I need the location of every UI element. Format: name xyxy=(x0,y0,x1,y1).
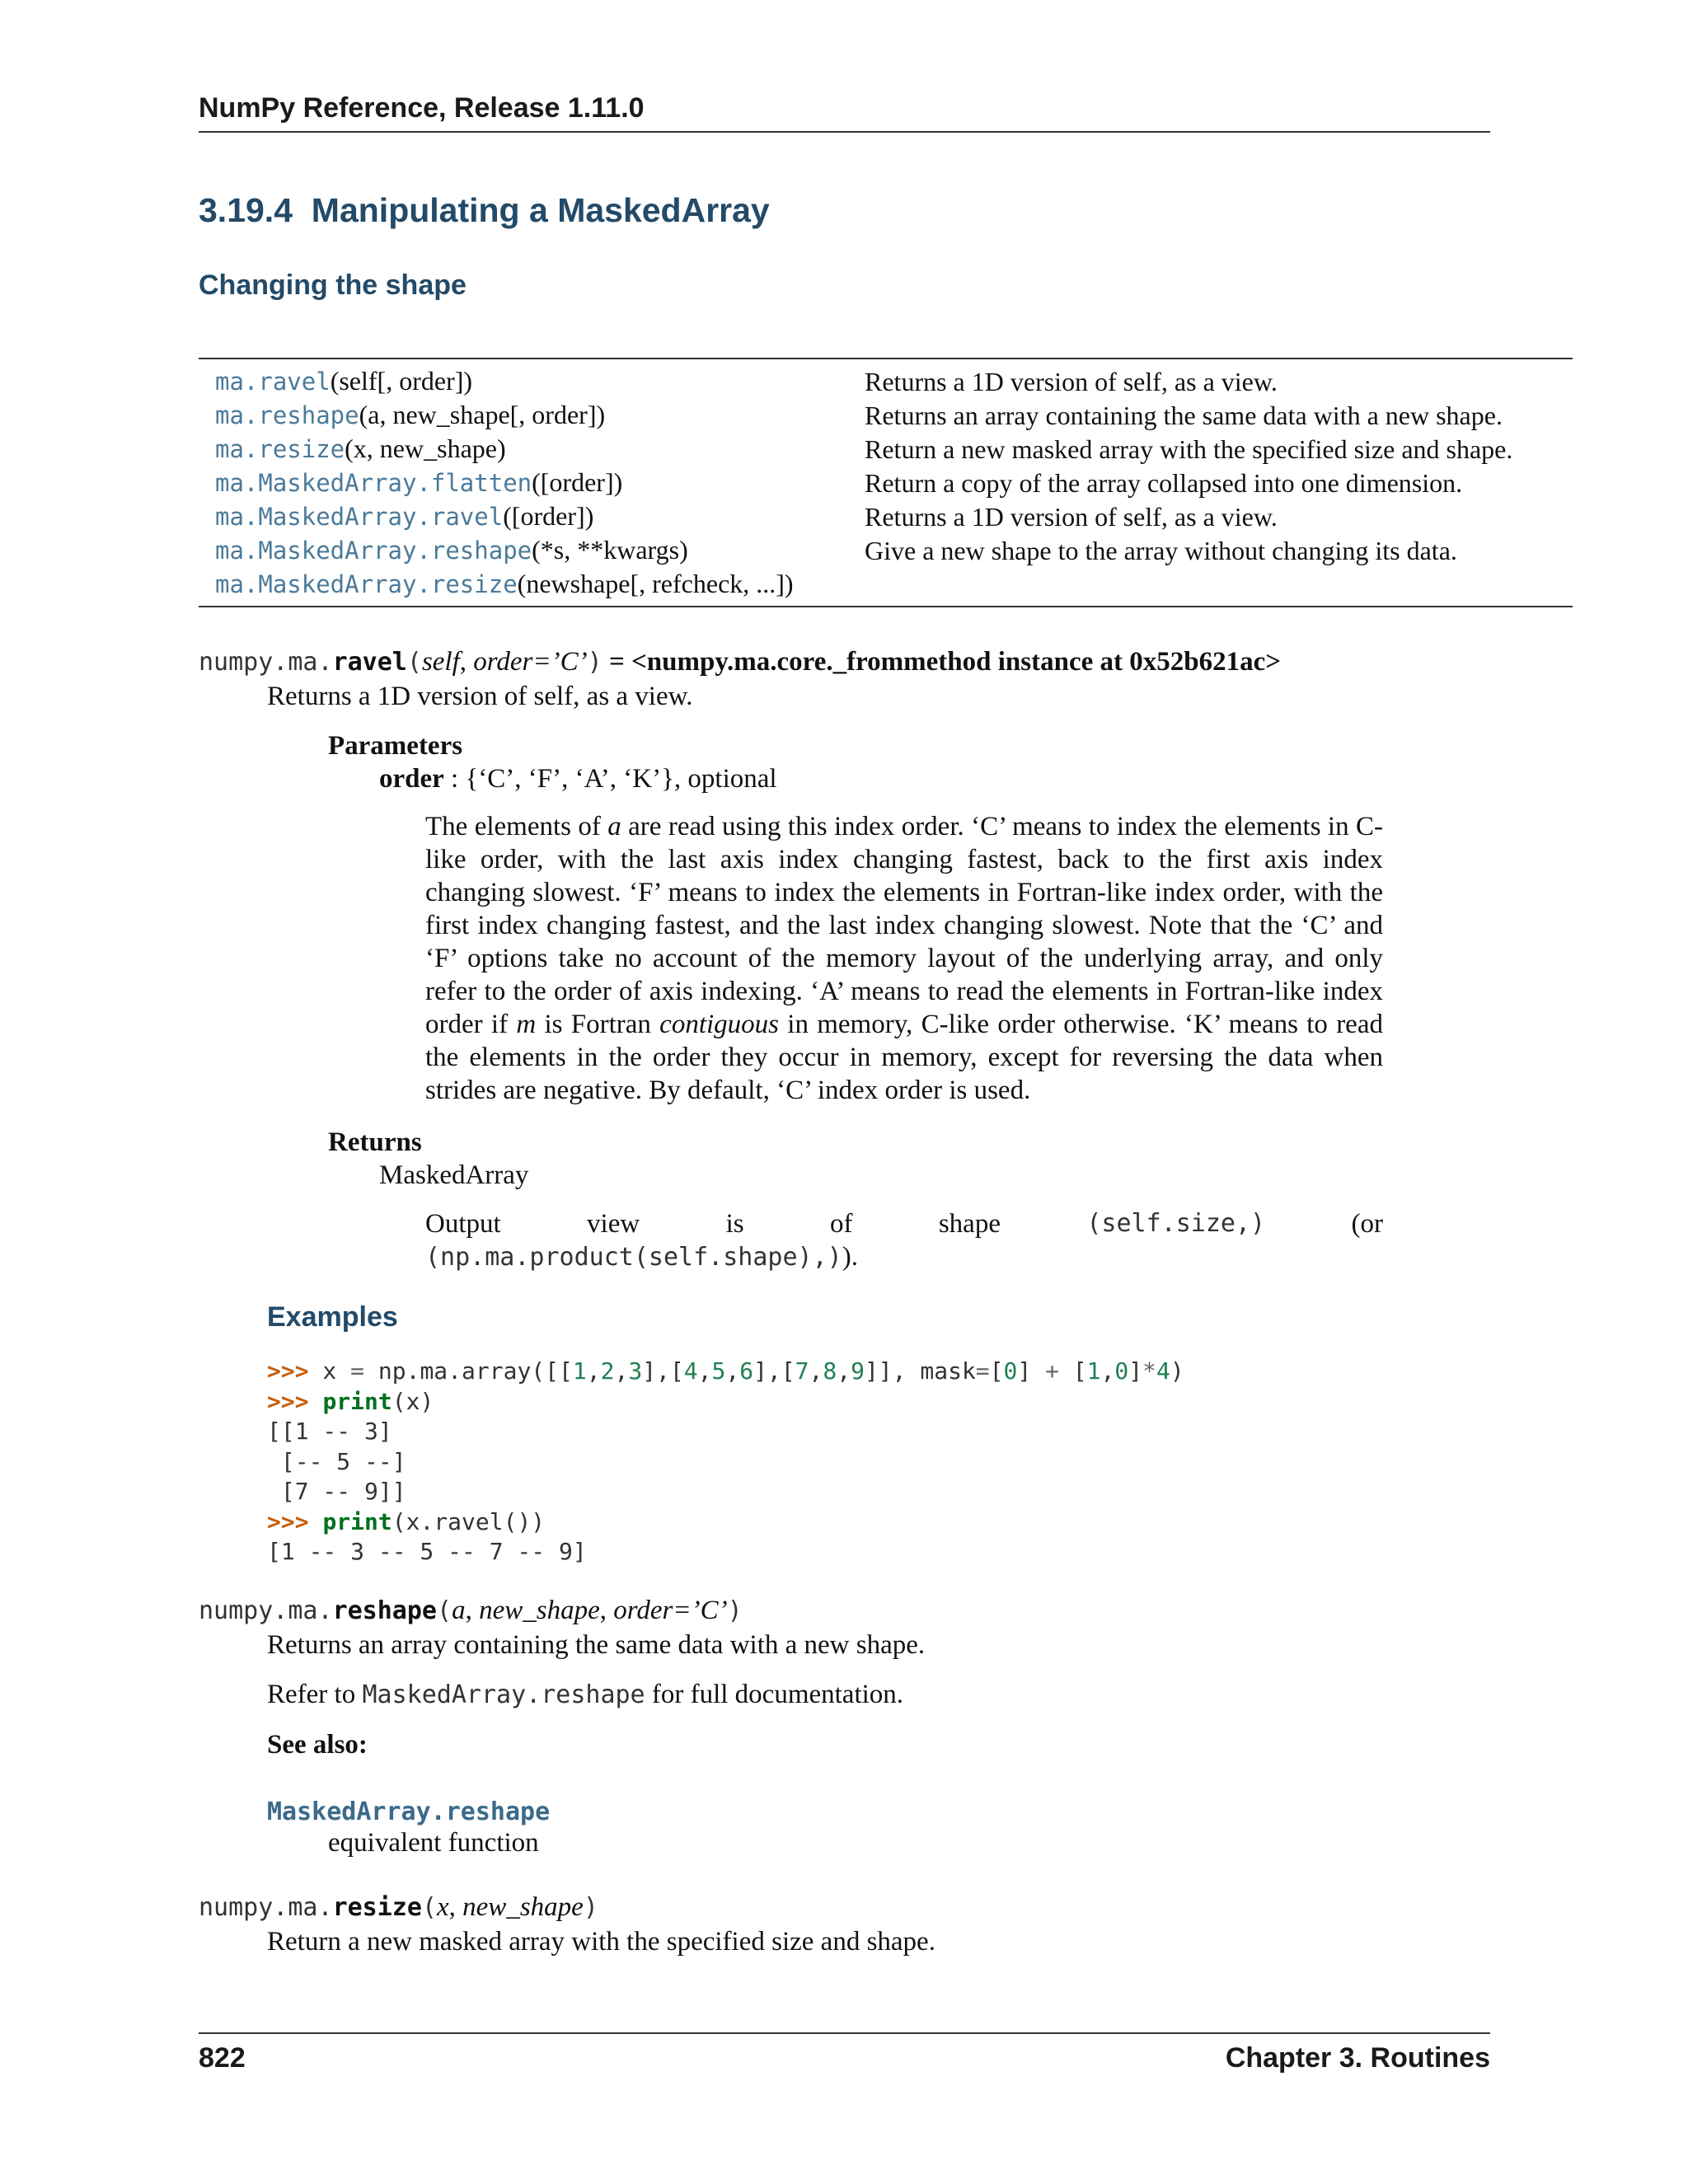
subsection-title: Changing the shape xyxy=(199,269,467,301)
example-code-block xyxy=(267,1357,1184,1568)
summary-table xyxy=(199,358,1573,607)
summary-function-args: (*s, **kwargs) xyxy=(532,535,688,565)
examples-heading: Examples xyxy=(267,1301,398,1333)
ravel-parameters-heading: Parameters xyxy=(328,731,463,761)
ravel-param-order-name: order xyxy=(379,764,444,794)
summary-function-args: (newshape[, refcheck, ...]) xyxy=(517,569,794,598)
page-footer xyxy=(199,2032,1490,2074)
reshape-name[interactable]: reshape xyxy=(332,1596,437,1625)
summary-description: Return a new masked array with the specified size and shape. xyxy=(865,434,1513,464)
summary-row xyxy=(199,533,1573,567)
see-also-link[interactable]: MaskedArray.reshape xyxy=(267,1797,551,1826)
code-output: [1 -- 3 -- 5 -- 7 -- 9] xyxy=(267,1538,587,1565)
summary-row xyxy=(199,398,1573,432)
resize-summary: Return a new masked array with the specified size and shape. xyxy=(267,1927,935,1957)
summary-function-args: ([order]) xyxy=(503,501,594,531)
code-output: [[1 -- 3] xyxy=(267,1418,392,1445)
header-rule xyxy=(199,131,1490,133)
running-title: NumPy Reference, Release 1.11.0 xyxy=(199,92,645,124)
summary-function-args: (self[, order]) xyxy=(330,366,473,396)
chapter-label: Chapter 3. Routines xyxy=(1225,2042,1490,2074)
reshape-signature: numpy.ma.reshape(a, new_shape, order=’C’) xyxy=(199,1596,743,1625)
section-title-text: Manipulating a MaskedArray xyxy=(311,191,770,229)
summary-function-link[interactable]: ma.resize xyxy=(215,435,345,463)
footer-rule xyxy=(199,2032,1490,2034)
code-line: >>> print(x.ravel()) xyxy=(267,1507,546,1535)
ravel-param-order-type: : {‘C’, ‘F’, ‘A’, ‘K’}, optional xyxy=(443,764,777,794)
summary-function-args: (a, new_shape[, order]) xyxy=(359,400,606,429)
summary-row xyxy=(199,466,1573,499)
code-output: [7 -- 9]] xyxy=(267,1478,406,1505)
code-line: >>> x = np.ma.array([[1,2,3],[4,5,6],[7,8,9]], mask=[0] + [1,0]*4) xyxy=(267,1357,1184,1385)
reshape-refer: Refer to MaskedArray.reshape for full documentation. xyxy=(267,1680,904,1709)
summary-function-cell xyxy=(199,533,865,567)
ravel-returns-heading: Returns xyxy=(328,1127,422,1157)
resize-signature: numpy.ma.resize(x, new_shape) xyxy=(199,1892,598,1922)
summary-description: Returns a 1D version of self, as a view. xyxy=(865,366,1278,396)
ravel-prefix: numpy.ma. xyxy=(199,648,333,677)
reshape-summary: Returns an array containing the same data with a new shape. xyxy=(267,1630,926,1660)
ravel-summary: Returns a 1D version of self, as a view. xyxy=(267,682,693,711)
ravel-order-description: The elements of a are read using this index order. ‘C’ means to index the elements in C-like order, with the last axis index changing fastest, back to the first axis index changing slowest. ‘F’ means to index the elements in Fortran-like index order, with the first index changing fastest, and the last index changing slowest. Note that the ‘C’ and ‘F’ options take no account of the memory layout of the underlying array, and only refer to the order of axis indexing. ‘A’ means to read the elements in Fortran-like index order if m is Fortran contiguous in memory, C-like order otherwise. ‘K’ means to read the elements in the order they occur in memory, except for reversing the data when strides are negative. By default, ‘C’ index order is used. xyxy=(425,812,1383,1105)
ravel-value: = <numpy.ma.core._frommethod instance at 0x52b621ac> xyxy=(602,647,1282,677)
ravel-return-description: Output view is of shape (self.size,) (or (np.ma.product(self.shape),)). xyxy=(425,1209,1383,1272)
code-line: >>> print(x) xyxy=(267,1387,434,1415)
summary-row xyxy=(199,567,1573,607)
summary-function-args: ([order]) xyxy=(532,467,623,497)
summary-function-link[interactable]: ma.reshape xyxy=(215,401,359,429)
summary-function-link[interactable]: ma.MaskedArray.ravel xyxy=(215,503,504,531)
reshape-refer-link[interactable]: MaskedArray.reshape xyxy=(362,1680,645,1709)
summary-function-cell xyxy=(199,359,865,398)
code-output: [-- 5 --] xyxy=(267,1447,406,1475)
summary-description: Give a new shape to the array without changing its data. xyxy=(865,535,1457,565)
summary-function-cell xyxy=(199,432,865,466)
summary-row xyxy=(199,499,1573,533)
page-header xyxy=(199,92,1490,133)
summary-function-link[interactable]: ma.MaskedArray.reshape xyxy=(215,537,532,565)
summary-function-cell xyxy=(199,567,865,607)
summary-function-link[interactable]: ma.MaskedArray.flatten xyxy=(215,469,532,497)
summary-description: Return a copy of the array collapsed into one dimension. xyxy=(865,467,1463,498)
summary-description xyxy=(865,567,1573,607)
ravel-signature: numpy.ma.ravel(self, order=’C’) = <numpy.ma.core._frommethod instance at 0x52b621ac> xyxy=(199,647,1282,677)
summary-function-link[interactable]: ma.MaskedArray.resize xyxy=(215,570,518,598)
see-also-description: equivalent function xyxy=(328,1828,539,1858)
ravel-param-order: order=’C’ xyxy=(473,647,588,677)
section-number: 3.19.4 xyxy=(199,191,293,229)
see-also-heading: See also: xyxy=(267,1730,368,1760)
summary-row xyxy=(199,432,1573,466)
summary-function-args: (x, new_shape) xyxy=(345,434,506,463)
summary-description: Returns a 1D version of self, as a view. xyxy=(865,501,1278,532)
ravel-param-self: self xyxy=(421,647,460,677)
summary-function-cell xyxy=(199,466,865,499)
ravel-name[interactable]: ravel xyxy=(332,648,407,677)
summary-row xyxy=(199,359,1573,398)
ravel-return-type: MaskedArray xyxy=(379,1160,529,1190)
ravel-param-order-entry xyxy=(379,762,777,795)
summary-function-cell xyxy=(199,499,865,533)
summary-description: Returns an array containing the same data with a new shape. xyxy=(865,400,1503,430)
page-number: 822 xyxy=(199,2042,246,2074)
section-title xyxy=(199,191,770,230)
resize-name[interactable]: resize xyxy=(332,1893,422,1922)
summary-function-cell xyxy=(199,398,865,432)
summary-function-link[interactable]: ma.ravel xyxy=(215,368,331,396)
